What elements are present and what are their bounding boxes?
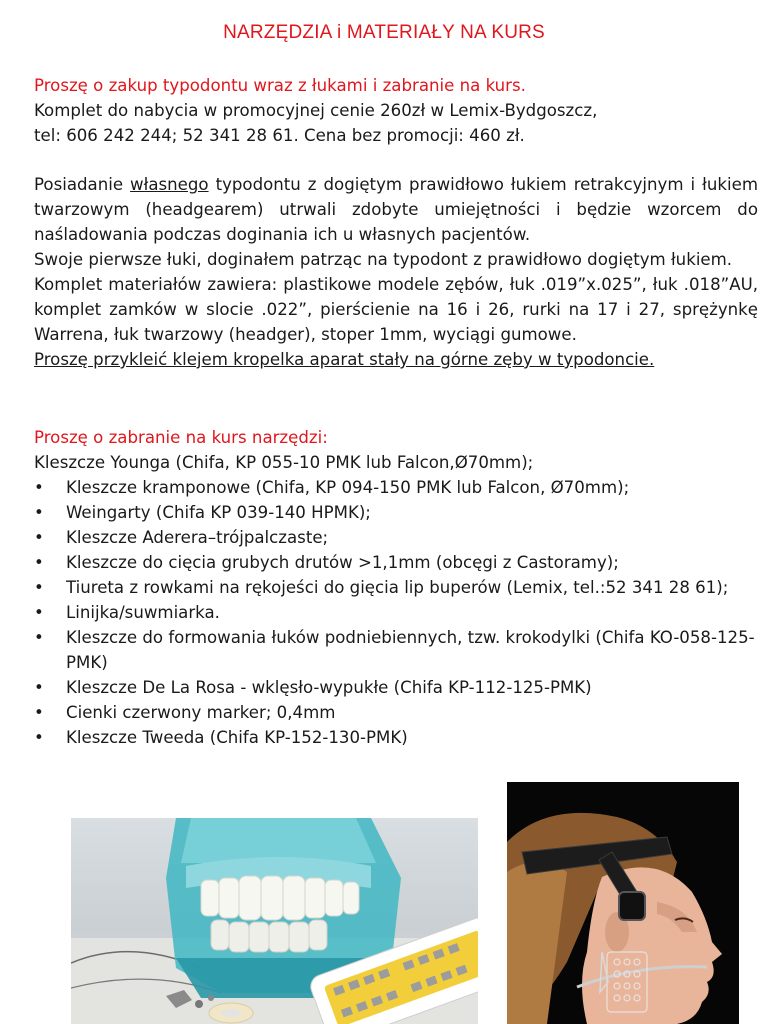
bullet-icon: • bbox=[34, 603, 44, 622]
bullet-icon: • bbox=[34, 478, 44, 497]
list-item: • Linijka/suwmiarka. bbox=[34, 600, 758, 625]
bullet-icon: • bbox=[34, 528, 44, 547]
list-item: • Weingarty (Chifa KP 039-140 HPMK); bbox=[34, 500, 758, 525]
list-item: • Kleszcze Aderera–trójpalczaste; bbox=[34, 525, 758, 550]
headgear-photo bbox=[507, 782, 739, 1024]
intro-request: Proszę o zakup typodontu wraz z łukami i zabranie na kurs. bbox=[34, 76, 526, 95]
headgear-illustration bbox=[507, 782, 739, 1024]
list-item: • Cienki czerwony marker; 0,4mm bbox=[34, 700, 758, 725]
list-item: • Kleszcze Tweeda (Chifa KP-152-130-PMK) bbox=[34, 725, 758, 750]
bullet-icon: • bbox=[34, 678, 44, 697]
tools-section bbox=[34, 425, 758, 750]
purchase-info bbox=[34, 73, 758, 148]
paragraph-own-typodont: Posiadanie własnego typodontu z dogiętym prawidłowo łukiem retrakcyjnym i łukiem twarzowym (headgearem) utrwali zdobyte umiejętności i będzie wzorcem do naśladowania podczas doginania ich u własnych pacjentów. bbox=[34, 175, 758, 244]
list-item: • Kleszcze De La Rosa - wklęsło-wypukłe (Chifa KP-112-125-PMK) bbox=[34, 675, 758, 700]
typodont-illustration bbox=[71, 818, 478, 1024]
tools-first-item: Kleszcze Younga (Chifa, KP 055-10 PMK lub Falcon,Ø70mm); bbox=[34, 453, 534, 472]
emphasis-own: własnego bbox=[130, 175, 209, 194]
intro-contact: tel: 606 242 244; 52 341 28 61. Cena bez promocji: 460 zł. bbox=[34, 126, 525, 145]
list-item: • Kleszcze do formowania łuków podniebiennych, tzw. krokodylki (Chifa KO-058-125-PMK) bbox=[34, 625, 758, 675]
tools-list bbox=[34, 475, 758, 750]
list-item: • Tiureta z rowkami na rękojeści do gięcia lip buperów (Lemix, tel.:52 341 28 61); bbox=[34, 575, 758, 600]
tools-heading: Proszę o zabranie na kurs narzędzi: bbox=[34, 428, 328, 447]
bullet-icon: • bbox=[34, 728, 44, 747]
bullet-icon: • bbox=[34, 703, 44, 722]
bullet-icon: • bbox=[34, 503, 44, 522]
bullet-icon: • bbox=[34, 553, 44, 572]
bullet-icon: • bbox=[34, 578, 44, 597]
list-item: • Kleszcze do cięcia grubych drutów >1,1mm (obcęgi z Castoramy); bbox=[34, 550, 758, 575]
list-item: • Kleszcze kramponowe (Chifa, KP 094-150 PMK lub Falcon, Ø70mm); bbox=[34, 475, 758, 500]
paragraph-kit-contents: Komplet materiałów zawiera: plastikowe modele zębów, łuk .019”x.025”, łuk .018”AU, komplet zamków w slocie .022”, pierścienie na 16 i 26, rurki na 17 i 27, sprężynkę Warrena, łuk twarzowy (headger), stoper 1mm, wyciągi gumowe. bbox=[34, 275, 758, 344]
typodont-photo bbox=[71, 818, 478, 1024]
bullet-icon: • bbox=[34, 628, 44, 647]
typodont-description bbox=[34, 172, 758, 372]
page-title: NARZĘDZIA i MATERIAŁY NA KURS bbox=[223, 22, 545, 43]
paragraph-first-arches: Swoje pierwsze łuki, doginałem patrząc na typodont z prawidłowo dogiętym łukiem. bbox=[34, 250, 733, 269]
paragraph-glue-instruction: Proszę przykleić klejem kropelka aparat stały na górne zęby w typodoncie. bbox=[34, 350, 655, 369]
intro-offer: Komplet do nabycia w promocyjnej cenie 260zł w Lemix-Bydgoszcz, bbox=[34, 101, 598, 120]
